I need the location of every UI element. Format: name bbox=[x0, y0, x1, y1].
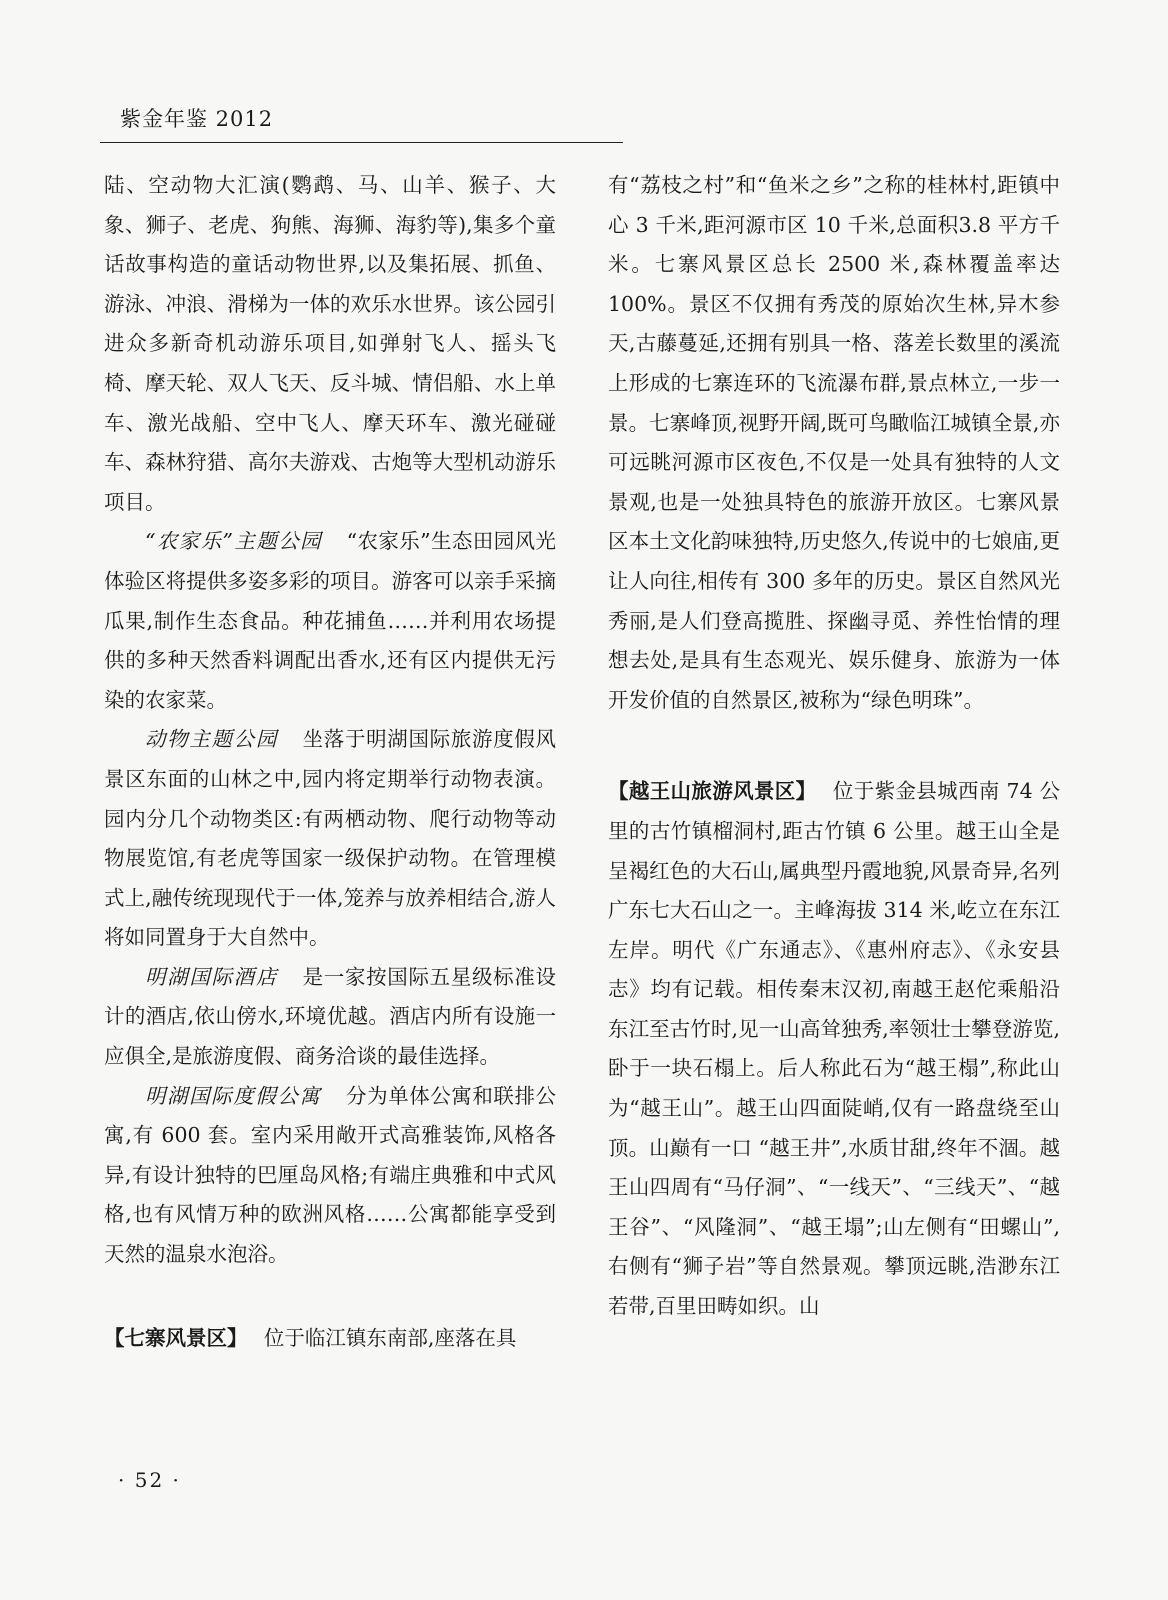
entry-text-hotel: 是一家按国际五星级标准设计的酒店,依山傍水,环境优越。酒店内所有设施一应俱全,是旅游度假、商务洽谈的最佳选择。 bbox=[104, 964, 557, 1069]
section-qizhai bbox=[104, 1319, 556, 1359]
left-paragraph-2 bbox=[104, 522, 556, 720]
left-paragraph-4 bbox=[104, 958, 556, 1077]
header-rule bbox=[100, 142, 623, 143]
running-title: 紫金年鉴 2012 bbox=[120, 107, 274, 131]
entry-heading-animal-park: 动物主题公园 bbox=[145, 727, 279, 752]
entry-text-nongjiale: “农家乐”生态田园风光体验区将提供多姿多彩的项目。游客可以亲手采摘瓜果,制作生态食品。种花捕鱼……并利用农场提供的多种天然香料调配出香水,还有区内提供无污染的农家菜。 bbox=[104, 529, 556, 712]
section-yuewangshan bbox=[608, 772, 1060, 1326]
right-column bbox=[608, 166, 1060, 1327]
section-text-qizhai: 位于临江镇东南部,座落在具 bbox=[263, 1325, 517, 1350]
entry-heading-nongjiale: “农家乐”主题公园 bbox=[145, 529, 322, 554]
left-column bbox=[104, 166, 556, 1358]
left-paragraph-5 bbox=[104, 1077, 556, 1275]
section-heading-yuewangshan: 【越王山旅游风景区】 bbox=[608, 779, 817, 804]
section-heading-qizhai: 【七寨风景区】 bbox=[104, 1325, 248, 1350]
page-number: · 52 · bbox=[118, 1468, 181, 1492]
entry-heading-apartment: 明湖国际度假公寓 bbox=[145, 1083, 322, 1108]
entry-text-animal-park: 坐落于明湖国际旅游度假风景区东面的山林之中,园内将定期举行动物表演。园内分几个动物类区:有两栖动物、爬行动物等动物展览馆,有老虎等国家一级保护动物。在管理模式上,融传统现现代于一体,笼养与放养相结合,游人将如同置身于大自然中。 bbox=[104, 727, 557, 950]
entry-text-apartment: 分为单体公寓和联排公寓,有 600 套。室内采用敞开式高雅装饰,风格各异,有设计独特的巴厘岛风格;有端庄典雅和中式风格,也有风情万种的欧洲风格……公寓都能享受到天然的温泉水泡浴。 bbox=[104, 1083, 557, 1267]
entry-heading-hotel: 明湖国际酒店 bbox=[145, 964, 279, 989]
right-paragraph-1: 有“荔枝之村”和“鱼米之乡”之称的桂林村,距镇中心 3 千米,距河源市区 10 千米,总面积3.8 平方千米。七寨风景区总长 2500 米,森林覆盖率达 100%。景区不仅拥有秀茂的原始次生林,异木参天,古藤蔓延,还拥有别具一格、落差长数里的溪流上形成的七寨连环的飞流瀑布群,景点林立,一步一景。七寨峰顶,视野开阔,既可鸟瞰临江城镇全景,亦可远眺河源市区夜色,不仅是一处具有独特的人文景观,也是一处独具特色的旅游开放区。七寨风景区本土文化韵味独特,历史悠久,传说中的七娘庙,更让人向往,相传有 300 多年的历史。景区自然风光秀丽,是人们登高揽胜、探幽寻觅、养性怡情的理想去处,是具有生态观光、娱乐健身、旅游为一体开发价值的自然景区,被称为“绿色明珠”。 bbox=[608, 173, 1060, 712]
left-paragraph-3 bbox=[104, 720, 556, 958]
section-text-yuewangshan: 位于紫金县城西南 74 公里的古竹镇榴洞村,距古竹镇 6 公里。越王山全是呈褐红色的大石山,属典型丹霞地貌,风景奇异,名列广东七大石山之一。主峰海拔 314 米,屹立在东江左岸。明代《广东通志》、《惠州府志》、《永安县志》均有记载。相传秦末汉初,南越王赵佗乘船沿东江至古竹时,见一山高耸独秀,率领壮士攀登游览,卧于一块石榻上。后人称此石为“越王榻”,称此山为“越王山”。越王山四面陡峭,仅有一路盘绕至山顶。山巅有一口 “越王井”,水质甘甜,终年不涸。越王山四周有“马仔洞”、“一线天”、“三线天”、“越王谷”、“风隆洞”、“越王塌”;山左侧有“田螺山”,右侧有“狮子岩”等自然景观。攀顶远眺,浩渺东江若带,百里田畴如织。山 bbox=[608, 779, 1061, 1319]
left-paragraph-1: 陆、空动物大汇演(鹦鹉、马、山羊、猴子、大象、狮子、老虎、狗熊、海狮、海豹等),集多个童话故事构造的童话动物世界,以及集拓展、抓鱼、游泳、冲浪、滑梯为一体的欢乐水世界。该公园引进众多新奇机动游乐项目,如弹射飞人、摇头飞椅、摩天轮、双人飞天、反斗城、情侣船、水上单车、激光战船、空中飞人、摩天环车、激光碰碰车、森林狩猎、高尔夫游戏、古炮等大型机动游乐项目。 bbox=[104, 173, 556, 514]
